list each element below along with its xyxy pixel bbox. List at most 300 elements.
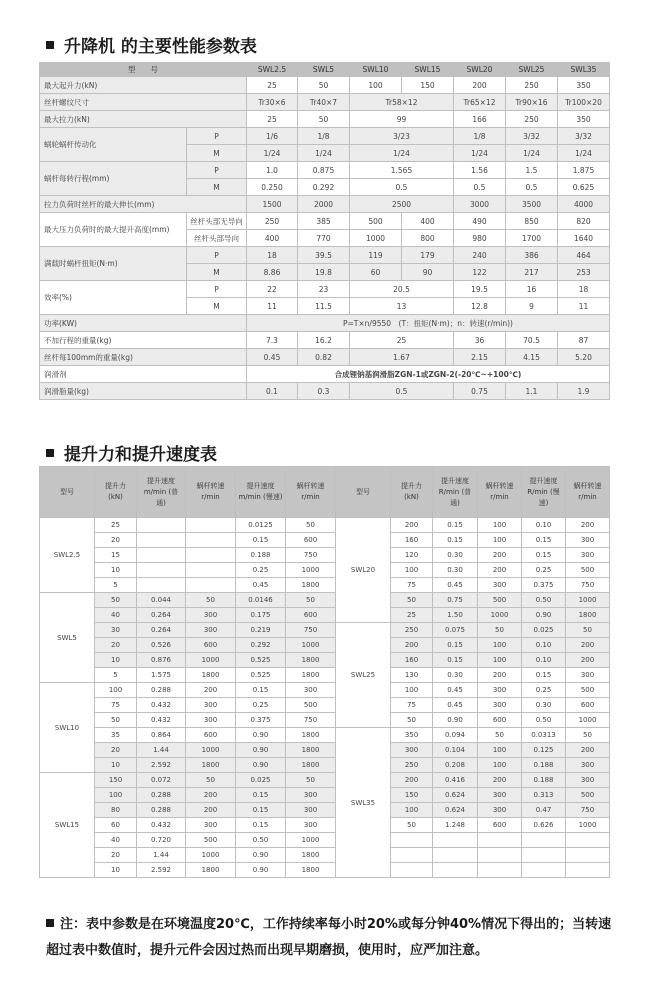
table-cell: 1000 <box>186 653 236 668</box>
table-cell: 0.188 <box>236 548 286 563</box>
table-cell: 0.875 <box>298 162 350 179</box>
header-speed-slow: 提升速度 R/min (慢速) <box>522 467 566 518</box>
header-rpm: 蜗杆转速 r/min <box>286 467 336 518</box>
section1-title-text: 升降机 的主要性能参数表 <box>64 37 257 57</box>
table-cell: 50 <box>95 713 137 728</box>
table-cell: 0.025 <box>236 773 286 788</box>
table-cell <box>137 533 186 548</box>
table-cell: 0.432 <box>137 713 186 728</box>
table-cell <box>186 533 236 548</box>
sub-label: M <box>187 264 247 281</box>
row-label: 丝杆每100mm的重量(kg) <box>40 349 247 366</box>
table-cell: 820 <box>558 213 610 230</box>
table-cell: 300 <box>391 743 433 758</box>
table-cell: 1/24 <box>247 145 298 162</box>
table-cell: 0.90 <box>236 728 286 743</box>
table-cell: 1800 <box>286 743 336 758</box>
table-cell: 50 <box>478 728 522 743</box>
table-cell: 0.526 <box>137 638 186 653</box>
table-cell: 200 <box>566 638 610 653</box>
table-cell: 1800 <box>286 668 336 683</box>
table-cell: 300 <box>186 713 236 728</box>
table-cell: 1.248 <box>433 818 478 833</box>
table-cell: 0.15 <box>433 638 478 653</box>
table-cell: 0.15 <box>433 653 478 668</box>
table-cell: 0.094 <box>433 728 478 743</box>
table-cell: 200 <box>186 803 236 818</box>
table-row <box>40 518 336 533</box>
table-cell: 25 <box>350 332 454 349</box>
table-cell: 300 <box>186 698 236 713</box>
table-cell: 1/24 <box>454 145 506 162</box>
table-cell: 0.250 <box>247 179 298 196</box>
table-cell: 0.104 <box>433 743 478 758</box>
sub-label: M <box>187 298 247 315</box>
table-cell: 100 <box>478 743 522 758</box>
model-cell: SWL25 <box>336 623 391 728</box>
table-cell: 0.45 <box>247 349 298 366</box>
table-cell: 75 <box>391 578 433 593</box>
table-cell: 20 <box>95 533 137 548</box>
model-header-cell: SWL2.5 <box>247 63 298 77</box>
table-cell: 770 <box>298 230 350 247</box>
header-speed-slow: 提升速度 m/min (慢速) <box>236 467 286 518</box>
table-cell: 1000 <box>186 743 236 758</box>
table-cell: 0.45 <box>236 578 286 593</box>
table-cell: 0.432 <box>137 818 186 833</box>
table-cell: 11 <box>558 298 610 315</box>
table-cell: 200 <box>186 683 236 698</box>
header-rpm: 蜗杆转速 r/min <box>566 467 610 518</box>
table-cell: 200 <box>478 548 522 563</box>
table-cell: 0.75 <box>433 593 478 608</box>
row-label: 拉力负荷时丝杆的最大伸长(mm) <box>40 196 247 213</box>
sub-label: M <box>187 145 247 162</box>
table-cell: 0.5 <box>350 383 454 400</box>
table-cell: 200 <box>391 518 433 533</box>
table-cell: 166 <box>454 111 506 128</box>
table-cell: 250 <box>391 623 433 638</box>
table-cell: 1800 <box>286 728 336 743</box>
table-cell: 200 <box>391 773 433 788</box>
table-cell: 50 <box>566 623 610 638</box>
row-label: 润滑脂量(kg) <box>40 383 247 400</box>
table-row <box>336 623 610 638</box>
table-cell: 250 <box>247 213 298 230</box>
table-cell: 500 <box>286 698 336 713</box>
table-cell: 0.188 <box>522 773 566 788</box>
section2-title <box>46 440 217 465</box>
table-cell: 0.072 <box>137 773 186 788</box>
table-cell: 18 <box>558 281 610 298</box>
table-row <box>336 728 610 743</box>
table-cell: 80 <box>95 803 137 818</box>
table-cell: 0.188 <box>522 758 566 773</box>
table-row <box>40 213 610 230</box>
table-cell: Tr30×6 <box>247 94 298 111</box>
table-cell: 0.90 <box>236 863 286 878</box>
table-cell: 600 <box>566 698 610 713</box>
model-cell: SWL20 <box>336 518 391 623</box>
table-cell: 1800 <box>186 668 236 683</box>
table-cell <box>391 848 433 863</box>
table-cell: 25 <box>247 77 298 94</box>
section1-title <box>46 32 257 57</box>
table-cell: 9 <box>506 298 558 315</box>
table-cell: 1/24 <box>350 145 454 162</box>
table-cell: 25 <box>247 111 298 128</box>
table-cell: 100 <box>478 533 522 548</box>
table-cell: 800 <box>402 230 454 247</box>
table-cell: 0.25 <box>236 698 286 713</box>
table-cell: 150 <box>391 788 433 803</box>
table-cell: 1000 <box>566 818 610 833</box>
header-rpm: 蜗杆转速 r/min <box>478 467 522 518</box>
row-label: 蜗轮蜗杆传动化 <box>40 128 187 162</box>
table-cell <box>137 563 186 578</box>
header-force: 提升力 (kN) <box>95 467 137 518</box>
table-cell: 50 <box>95 593 137 608</box>
table-cell: 300 <box>478 788 522 803</box>
table-cell: 0.15 <box>522 533 566 548</box>
table-cell: 0.624 <box>433 788 478 803</box>
table-cell: 20 <box>95 743 137 758</box>
table-cell: 100 <box>391 803 433 818</box>
table-cell: 15 <box>95 548 137 563</box>
table-cell: 0.50 <box>236 833 286 848</box>
table-cell: Tr65×12 <box>454 94 506 111</box>
table-cell: 350 <box>391 728 433 743</box>
table-cell: 0.626 <box>522 818 566 833</box>
table-cell: 1800 <box>286 653 336 668</box>
table-cell: 0.15 <box>236 803 286 818</box>
table-cell: 0.45 <box>433 698 478 713</box>
model-cell: SWL5 <box>40 593 95 683</box>
square-bullet-icon <box>46 449 54 457</box>
table-cell: 1000 <box>186 848 236 863</box>
speed-table-left-body <box>40 518 336 878</box>
table-cell: 400 <box>247 230 298 247</box>
table-cell: 1.565 <box>350 162 454 179</box>
table-cell: 70.5 <box>506 332 558 349</box>
row-label: 功率(KW) <box>40 315 247 332</box>
table-cell: 1700 <box>506 230 558 247</box>
table-cell: 150 <box>402 77 454 94</box>
table-cell <box>566 863 610 878</box>
table-cell: 385 <box>298 213 350 230</box>
table-cell: 464 <box>558 247 610 264</box>
table-cell: 0.25 <box>236 563 286 578</box>
model-cell: SWL15 <box>40 773 95 878</box>
table-cell: 300 <box>186 818 236 833</box>
table-cell: Tr40×7 <box>298 94 350 111</box>
table-cell: 0.90 <box>522 608 566 623</box>
table-cell: 2.592 <box>137 758 186 773</box>
table-cell: 350 <box>558 111 610 128</box>
model-header: 型 号 <box>40 63 247 77</box>
square-bullet-icon <box>46 41 54 49</box>
table-cell <box>433 848 478 863</box>
table-cell: 1.0 <box>247 162 298 179</box>
table-cell <box>186 548 236 563</box>
model-cell: SWL2.5 <box>40 518 95 593</box>
table-cell: 600 <box>186 638 236 653</box>
table-cell: 3/32 <box>558 128 610 145</box>
table-cell: 0.292 <box>236 638 286 653</box>
lubricant-text: 合成锂钠基润滑脂ZGN-1或ZGN-2(-20℃~+100℃) <box>247 366 610 383</box>
table-cell <box>186 563 236 578</box>
table-cell: 0.0125 <box>236 518 286 533</box>
table-cell: 300 <box>566 668 610 683</box>
model-cell: SWL10 <box>40 683 95 773</box>
table-cell: 0.288 <box>137 683 186 698</box>
table-cell <box>137 548 186 563</box>
table-cell: 300 <box>286 818 336 833</box>
table-cell <box>478 833 522 848</box>
table-cell: 23 <box>298 281 350 298</box>
table-cell: 386 <box>506 247 558 264</box>
table-cell: 0.45 <box>433 578 478 593</box>
table-cell: 1.44 <box>137 848 186 863</box>
table-cell: 100 <box>391 683 433 698</box>
table-cell: 300 <box>478 683 522 698</box>
table-cell: 250 <box>391 758 433 773</box>
table-cell: 1.875 <box>558 162 610 179</box>
table-cell <box>391 833 433 848</box>
table-cell: 120 <box>391 548 433 563</box>
sub-label: P <box>187 247 247 264</box>
table-cell: 0.288 <box>137 803 186 818</box>
table-cell: 217 <box>506 264 558 281</box>
header-force: 提升力 (kN) <box>391 467 433 518</box>
table-cell: 0.90 <box>236 743 286 758</box>
table-cell: 0.30 <box>433 548 478 563</box>
row-label: 效率(%) <box>40 281 187 315</box>
table-cell: 50 <box>478 623 522 638</box>
table-cell: 150 <box>95 773 137 788</box>
table-cell: 0.90 <box>433 713 478 728</box>
table-cell: 100 <box>95 788 137 803</box>
table-cell: 4000 <box>558 196 610 213</box>
table-cell: 25 <box>95 518 137 533</box>
table-cell: 11.5 <box>298 298 350 315</box>
table-cell: 0.47 <box>522 803 566 818</box>
table-row <box>40 77 610 94</box>
table-cell: 1/24 <box>558 145 610 162</box>
table-row <box>40 683 336 698</box>
table-cell: 50 <box>298 111 350 128</box>
table-cell: 200 <box>478 773 522 788</box>
table-row <box>336 518 610 533</box>
table-cell: 300 <box>286 803 336 818</box>
table-cell <box>566 848 610 863</box>
table-cell: 200 <box>566 518 610 533</box>
table-cell: 1/24 <box>506 145 558 162</box>
table-cell: 1800 <box>186 758 236 773</box>
table-cell: 100 <box>478 653 522 668</box>
table-cell: 200 <box>186 788 236 803</box>
table-cell: 3000 <box>454 196 506 213</box>
table-cell: 250 <box>506 111 558 128</box>
table-row <box>40 63 610 77</box>
model-header-cell: SWL35 <box>558 63 610 77</box>
table-cell: 300 <box>286 788 336 803</box>
table-cell: 750 <box>566 578 610 593</box>
table-cell: 3/32 <box>506 128 558 145</box>
table-cell: 500 <box>566 788 610 803</box>
table-cell: 300 <box>186 608 236 623</box>
table-cell: 300 <box>478 578 522 593</box>
sub-label: P <box>187 162 247 179</box>
table-cell: 0.208 <box>433 758 478 773</box>
table-cell: 50 <box>391 713 433 728</box>
model-header-cell: SWL15 <box>402 63 454 77</box>
table-cell: 0.50 <box>522 713 566 728</box>
table-cell: 50 <box>186 593 236 608</box>
table-row <box>40 94 610 111</box>
sub-label: P <box>187 128 247 145</box>
table-cell: 0.10 <box>522 638 566 653</box>
table-cell: 0.50 <box>522 593 566 608</box>
table-cell: 2500 <box>350 196 454 213</box>
table-cell: 0.15 <box>522 668 566 683</box>
table-cell: 22 <box>247 281 298 298</box>
table-cell: 16.2 <box>298 332 350 349</box>
table-row <box>40 593 336 608</box>
table-cell: 0.5 <box>350 179 454 196</box>
table-cell: 50 <box>186 773 236 788</box>
row-label: 最大拉力(kN) <box>40 111 247 128</box>
table-cell: 0.044 <box>137 593 186 608</box>
table-header-row <box>336 467 610 518</box>
table-cell: 0.625 <box>558 179 610 196</box>
table-cell: 25 <box>391 608 433 623</box>
model-header-cell: SWL10 <box>350 63 402 77</box>
table-cell: 490 <box>454 213 506 230</box>
table-cell: 300 <box>566 548 610 563</box>
sub-label: 丝杆头部导向 <box>187 230 247 247</box>
table-cell: 1800 <box>186 863 236 878</box>
table-cell: 8.86 <box>247 264 298 281</box>
table-cell: 10 <box>95 563 137 578</box>
table-cell: 0.25 <box>522 563 566 578</box>
table-cell: 2000 <box>298 196 350 213</box>
table-cell: 10 <box>95 653 137 668</box>
table-cell <box>522 848 566 863</box>
table-cell: 100 <box>478 758 522 773</box>
table-cell: 75 <box>95 698 137 713</box>
model-header-cell: SWL5 <box>298 63 350 77</box>
table-cell: 50 <box>391 818 433 833</box>
table-cell: 0.264 <box>137 623 186 638</box>
table-row <box>40 773 336 788</box>
table-cell: 0.525 <box>236 668 286 683</box>
table-cell: 60 <box>350 264 402 281</box>
table-cell: 50 <box>286 518 336 533</box>
table-cell: 1800 <box>286 848 336 863</box>
table-cell: 0.219 <box>236 623 286 638</box>
table-cell: 1000 <box>566 593 610 608</box>
table-cell: 0.5 <box>506 179 558 196</box>
table-cell: 1.56 <box>454 162 506 179</box>
row-label: 最大起升力(kN) <box>40 77 247 94</box>
table-cell: 0.3 <box>298 383 350 400</box>
table-cell: 0.292 <box>298 179 350 196</box>
table-cell: 1800 <box>566 608 610 623</box>
table-header-row <box>40 467 336 518</box>
table-cell: 0.876 <box>137 653 186 668</box>
table-cell: 100 <box>350 77 402 94</box>
table-cell: 1000 <box>478 608 522 623</box>
table-cell: 350 <box>558 77 610 94</box>
table-cell: 1.50 <box>433 608 478 623</box>
table-cell <box>137 578 186 593</box>
table-cell: 99 <box>350 111 454 128</box>
table-cell: 119 <box>350 247 402 264</box>
table-cell: 160 <box>391 533 433 548</box>
row-label: 蜗杆每转行程(mm) <box>40 162 187 196</box>
table-row <box>40 196 610 213</box>
table-cell: 1640 <box>558 230 610 247</box>
table-cell: 0.525 <box>236 653 286 668</box>
table-cell: 13 <box>350 298 454 315</box>
table-cell: 1.1 <box>506 383 558 400</box>
table-cell: 0.864 <box>137 728 186 743</box>
table-cell: 1.5 <box>506 162 558 179</box>
table-cell: 0.90 <box>236 848 286 863</box>
table-cell: 20 <box>95 848 137 863</box>
table-cell: 300 <box>478 698 522 713</box>
table-cell <box>566 833 610 848</box>
table-cell: 179 <box>402 247 454 264</box>
table-cell <box>433 863 478 878</box>
table-cell: 30 <box>95 623 137 638</box>
table-cell: 500 <box>478 593 522 608</box>
table-row <box>40 247 610 264</box>
table-cell: 35 <box>95 728 137 743</box>
table-cell: 50 <box>298 77 350 94</box>
footnote-text: 注：表中参数是在环境温度20℃，工作持续率每小时20%或每分钟40%情况下得出的；当转速超过表中数值时，提升元件会因过热而出现早期磨损，使用时，应严加注意。 <box>46 917 612 958</box>
table-cell: 0.25 <box>522 683 566 698</box>
table-cell: 0.025 <box>522 623 566 638</box>
table-cell: 0.15 <box>433 518 478 533</box>
table-cell: 1500 <box>247 196 298 213</box>
table-cell: 40 <box>95 833 137 848</box>
table-cell: 39.5 <box>298 247 350 264</box>
table-cell <box>478 848 522 863</box>
table-cell: 200 <box>454 77 506 94</box>
table-cell: 600 <box>478 818 522 833</box>
table-cell: 100 <box>478 638 522 653</box>
table-cell: Tr90×16 <box>506 94 558 111</box>
table-cell <box>433 833 478 848</box>
table-cell: 0.82 <box>298 349 350 366</box>
table-cell: 130 <box>391 668 433 683</box>
table-cell: 10 <box>95 863 137 878</box>
table-cell: 0.432 <box>137 698 186 713</box>
table-cell: 1000 <box>286 833 336 848</box>
table-cell: 0.288 <box>137 788 186 803</box>
table-cell: 2.15 <box>454 349 506 366</box>
speed-table-right-body <box>336 518 610 878</box>
table-cell: 5.20 <box>558 349 610 366</box>
table-row <box>40 162 610 179</box>
table-cell: 7.3 <box>247 332 298 349</box>
sub-label: P <box>187 281 247 298</box>
table-cell: 11 <box>247 298 298 315</box>
table-cell: 300 <box>566 533 610 548</box>
table-cell: 5 <box>95 668 137 683</box>
